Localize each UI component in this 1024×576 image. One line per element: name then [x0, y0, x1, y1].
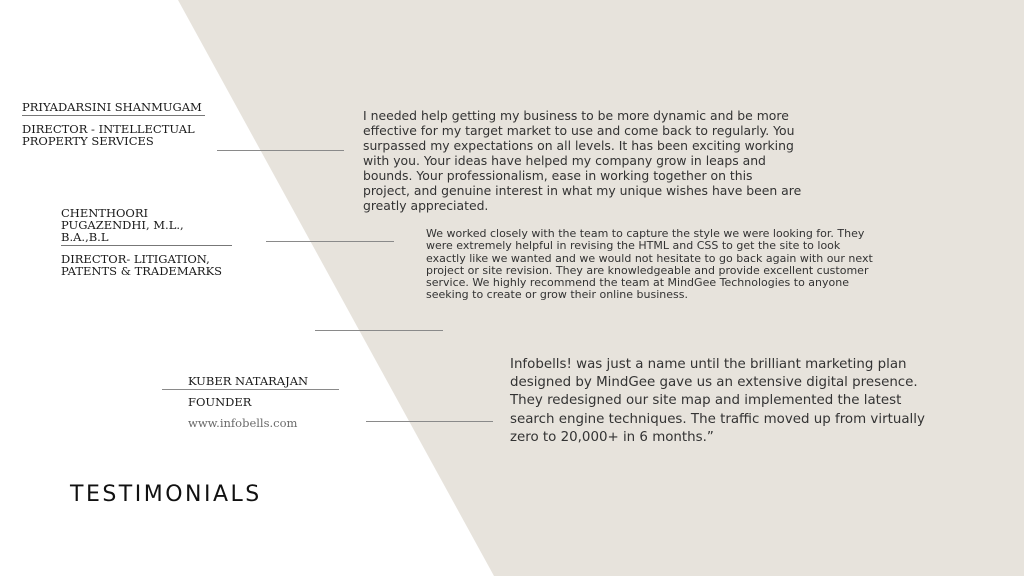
testimonial-author-1 — [22, 101, 205, 147]
testimonial-quote-2: We worked closely with the team to capture the style we were looking for. They were extremely helpful in revising the HTML and CSS to get the site to look exactly like we wanted and we would not hesitate to go back again with our next project or site revision. They are knowledgeable and provide excellent customer service. We highly recommend the team at MindGee Technologies to anyone seeking to create or grow their online business. — [426, 227, 873, 302]
author-name: PRIYADARSINI SHANMUGAM — [22, 100, 202, 114]
author-title: FOUNDER — [188, 395, 252, 410]
author-website: www.infobells.com — [188, 416, 298, 431]
connector-line-2 — [266, 241, 394, 242]
author-divider — [61, 245, 232, 246]
testimonial-author-2 — [61, 207, 232, 277]
testimonial-quote-3: Infobells! was just a name until the brilliant marketing plan designed by MindGee gave us an extensive digital presence. They redesigned our site map and implemented the latest search engine techniques. The traffic moved up from virtually zero to 20,000+ in 6 months.” — [510, 357, 925, 445]
page-title: TESTIMONIALS — [70, 482, 262, 507]
author-name: CHENTHOORI PUGAZENDHI, M.L., B.A.,B.L — [61, 206, 184, 245]
connector-line-2b — [315, 330, 443, 331]
testimonial-author-3 — [188, 375, 338, 429]
connector-line-1 — [217, 150, 344, 151]
author-title: DIRECTOR- LITIGATION, PATENTS & TRADEMARKS — [61, 252, 223, 279]
author-title: DIRECTOR - INTELLECTUAL PROPERTY SERVICES — [22, 122, 195, 149]
connector-line-3 — [366, 421, 493, 422]
author-name: KUBER NATARAJAN — [188, 374, 309, 388]
testimonial-quote-1: I needed help getting my business to be more dynamic and be more effective for my target market to use and come back to regularly. You surpassed my expectations on all levels. It has been exciting working with you. Your ideas have helped my company grow in leaps and bounds. Your professionalism, ease in working together on this project, and genuine interest in what my unique wishes have been are greatly appreciated. — [363, 108, 802, 213]
author-divider — [22, 115, 205, 116]
